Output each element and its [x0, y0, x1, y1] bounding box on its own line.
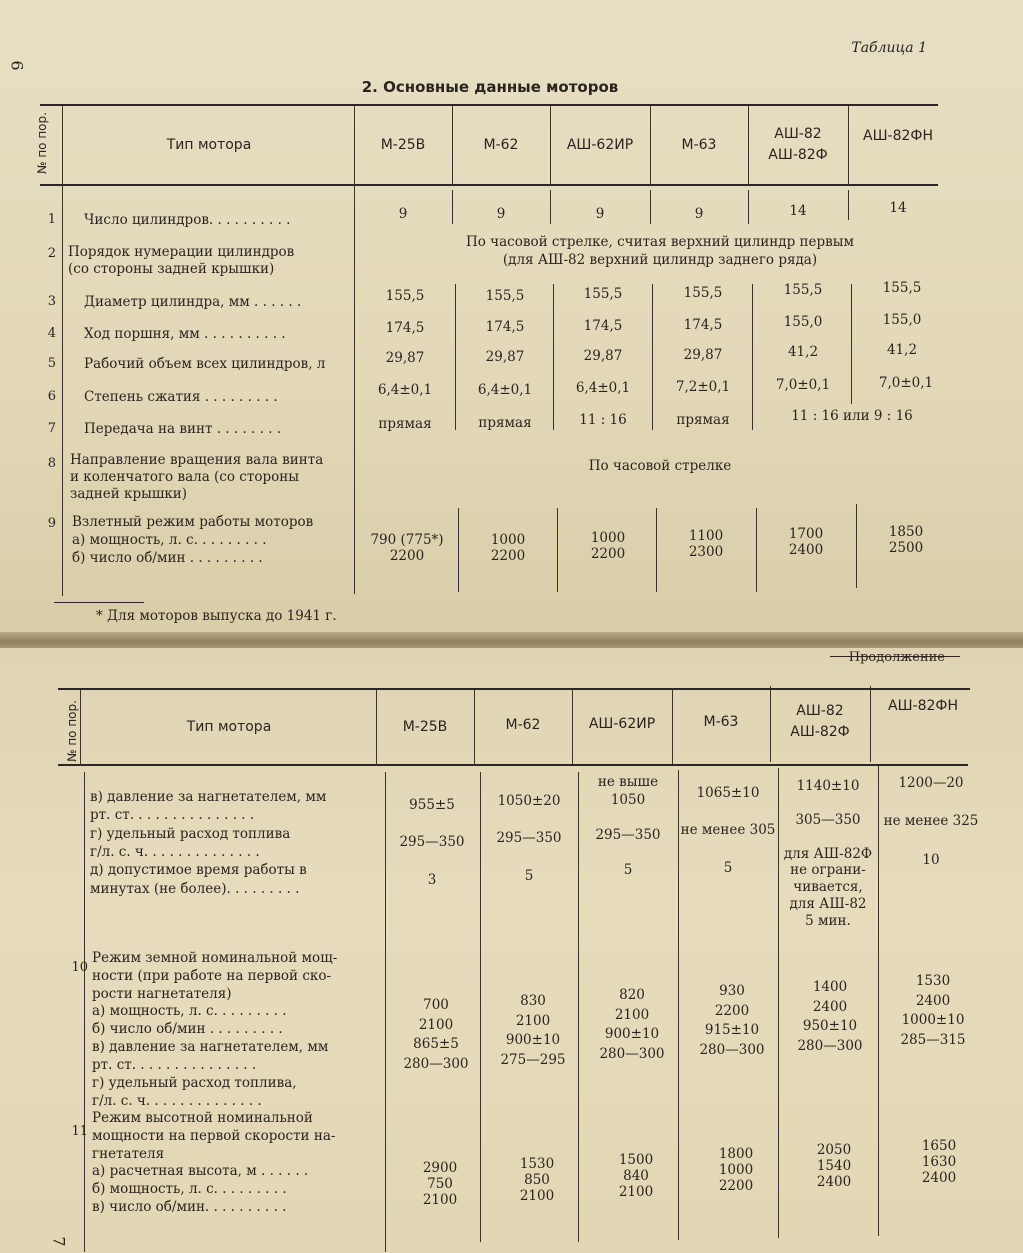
cell-value: не выше 1050 295—350 5: [595, 774, 661, 878]
cell-value: 1200—20 не менее 325 10: [883, 775, 979, 868]
num-col-divider-body: [84, 772, 85, 1252]
merged-cell: По часовой стрелке: [588, 458, 732, 474]
header-engine-3: АШ-62ИР: [566, 136, 634, 153]
row-number: 7: [47, 421, 56, 436]
page-number-bottom: 7: [49, 1236, 69, 1247]
header-engine-6: АШ-82ФН: [863, 127, 933, 144]
header-num-col: № по пор.: [35, 112, 49, 174]
num-col-divider: [80, 690, 81, 766]
cell-value: 174,5: [583, 318, 623, 334]
row-number: 8: [47, 456, 56, 471]
row-number: 9: [47, 516, 56, 531]
cell-value: 155,5: [683, 285, 723, 301]
header-bottom-rule: [40, 184, 938, 186]
cell-value: 7,0±0,1: [878, 375, 934, 391]
cell-value: 174,5: [683, 317, 723, 333]
page-bottom: [0, 648, 1023, 1253]
cell-value: 155,5: [882, 280, 922, 296]
cell-value: 1850 2500: [888, 524, 924, 557]
cell-value: 41,2: [886, 342, 918, 358]
merged-cell: 11 : 16 или 9 : 16: [791, 408, 913, 424]
cell-value: 29,87: [385, 350, 425, 366]
cell-value: 1050±20 295—350 5: [496, 793, 562, 884]
merged-cell: По часовой стрелке, считая верхний цилиндр первым (для АШ-82 верхний цилиндр заднего ряда): [465, 234, 855, 268]
row-label: Степень сжатия . . . . . . . . .: [84, 389, 278, 405]
cell-value: 155,5: [485, 288, 525, 304]
cell-value: 930 2200 915±10 280—300: [699, 983, 765, 1058]
row-number: 2: [47, 246, 56, 261]
cell-value: 820 2100 900±10 280—300: [599, 987, 665, 1062]
cell-value: 29,87: [683, 347, 723, 363]
row-label: Взлетный режим работы моторов а) мощность, л. с. . . . . . . . . б) число об/мин . . . . . . . . .: [72, 514, 314, 566]
header-engine-2: М-62: [483, 136, 519, 153]
cell-value: 1500 840 2100: [618, 1152, 654, 1201]
cell-value: 1650 1630 2400: [921, 1138, 957, 1187]
header-engine-3: АШ-62ИР: [588, 715, 656, 732]
section-title: 2. Основные данные моторов: [361, 78, 619, 96]
cell-value: 1530 2400 1000±10 285—315: [900, 973, 966, 1048]
cell-value: 9: [595, 206, 605, 222]
header-engine-6: АШ-82ФН: [888, 697, 958, 714]
cell-value: 830 2100 900±10 275—295: [500, 993, 566, 1068]
header-engine-5: АШ-82 АШ-82Ф: [768, 126, 828, 163]
footnote: * Для моторов выпуска до 1941 г.: [96, 608, 337, 624]
header-engine-4: М-63: [681, 136, 717, 153]
cell-value: прямая: [378, 416, 432, 432]
row-label: в) давление за нагнетателем, мм рт. ст. . . . . . . . . . . . . . . г) удельный расход топлива г/л. с. ч. . . . . . . . . . . . . . д) допустимое время работы в минутах (не более). . . . . . . . .: [90, 789, 327, 897]
cell-value: 14: [889, 200, 907, 216]
cell-value: 6,4±0,1: [477, 382, 533, 398]
header-engine-4: М-63: [703, 713, 739, 730]
row-number: 5: [47, 356, 56, 371]
cell-value: 174,5: [485, 319, 525, 335]
cell-value: 1000 2200: [590, 530, 626, 563]
cell-value: 700 2100 865±5 280—300: [403, 997, 469, 1072]
cell-value: 1400 2400 950±10 280—300: [797, 979, 863, 1054]
table-label: Таблица 1: [851, 40, 927, 56]
cell-value: 2900 750 2100: [422, 1160, 458, 1209]
row-number: 4: [47, 326, 56, 341]
cell-value: 155,5: [583, 286, 623, 302]
cell-value: 155,5: [385, 288, 425, 304]
header-type-col: Тип мотора: [186, 718, 272, 735]
row-label: Режим земной номинальной мощ- ности (при работе на первой ско- рости нагнетателя) а) мощность, л. с. . . . . . . . . б) число об/мин . . . . . . . . . в) давление за нагнетателем, мм рт. ст. . . . . . . . . . . . . . . г) удельный расход топлива, г/л. с. ч. . . . . . . . . . . . . .: [92, 950, 338, 1109]
row-label: Рабочий объем всех цилиндров, л: [84, 356, 326, 372]
cell-value: 9: [496, 206, 506, 222]
row-number: 6: [47, 389, 56, 404]
cell-value: 6,4±0,1: [575, 380, 631, 396]
row-number: 3: [47, 294, 56, 309]
header-engine-2: М-62: [505, 716, 541, 733]
cell-value: 955±5 295—350 3: [399, 797, 465, 888]
row-label: Диаметр цилиндра, мм . . . . . .: [84, 294, 302, 310]
cell-value: 1800 1000 2200: [718, 1146, 754, 1195]
cell-value: 155,0: [882, 312, 922, 328]
cell-value: 1100 2300: [688, 528, 724, 561]
cell-value: 7,0±0,1: [775, 377, 831, 393]
row-label: Ход поршня, мм . . . . . . . . . .: [84, 326, 286, 342]
cell-value: 1000 2200: [490, 532, 526, 565]
row-number: 11: [71, 1124, 88, 1139]
cell-value: 14: [789, 203, 807, 219]
row-label: Режим высотной номинальной мощности на первой скорости на- гнетателя а) расчетная высота, м . . . . . . б) мощность, л. с. . . . . . . . . в) число об/мин. . . . . . . . . .: [92, 1110, 336, 1216]
header-bottom-rule: [58, 764, 968, 766]
cell-value: 11 : 16: [579, 412, 627, 428]
row-label: Передача на винт . . . . . . . .: [84, 421, 282, 437]
row-label: Порядок нумерации цилиндров (со стороны задней крышки): [68, 244, 295, 277]
cell-value: 1530 850 2100: [519, 1156, 555, 1205]
cell-value: 174,5: [385, 320, 425, 336]
body-divider: [652, 284, 653, 430]
cell-value: 41,2: [787, 344, 819, 360]
page-number-top: 6: [7, 60, 27, 71]
cell-value: 1140±10 305—350 для АШ-82Ф не ограни- чивается, для АШ-82 5 мин.: [783, 778, 873, 929]
cell-value: 790 (775*) 2200: [370, 532, 444, 565]
cell-value: 9: [398, 206, 408, 222]
cell-value: 7,2±0,1: [675, 379, 731, 395]
num-col-divider: [62, 106, 63, 596]
header-engine-1: М-25В: [402, 718, 448, 735]
footnote-rule: [54, 602, 144, 603]
header-engine-1: М-25В: [380, 136, 426, 153]
cell-value: 9: [694, 206, 704, 222]
row-label: Направление вращения вала винта и коленчатого вала (со стороны задней крышки): [70, 452, 324, 502]
cell-value: 1065±10 не менее 305 5: [680, 785, 776, 876]
cell-value: прямая: [676, 412, 730, 428]
header-num-col: № по пор.: [65, 700, 79, 762]
header-type-col: Тип мотора: [166, 136, 252, 153]
cell-value: 6,4±0,1: [377, 382, 433, 398]
cell-value: 29,87: [583, 348, 623, 364]
cell-value: прямая: [478, 415, 532, 431]
row-number: 10: [71, 960, 88, 975]
continuation-rule: [830, 656, 960, 657]
cell-value: 29,87: [485, 349, 525, 365]
cell-value: 155,5: [783, 282, 823, 298]
cell-value: 155,0: [783, 314, 823, 330]
header-engine-5: АШ-82 АШ-82Ф: [790, 703, 850, 740]
cell-value: 1700 2400: [788, 526, 824, 559]
row-number: 1: [47, 212, 56, 227]
continuation-label: Продолжение: [848, 650, 945, 665]
cell-value: 2050 1540 2400: [816, 1142, 852, 1191]
row-label: Число цилиндров. . . . . . . . . .: [84, 212, 291, 228]
